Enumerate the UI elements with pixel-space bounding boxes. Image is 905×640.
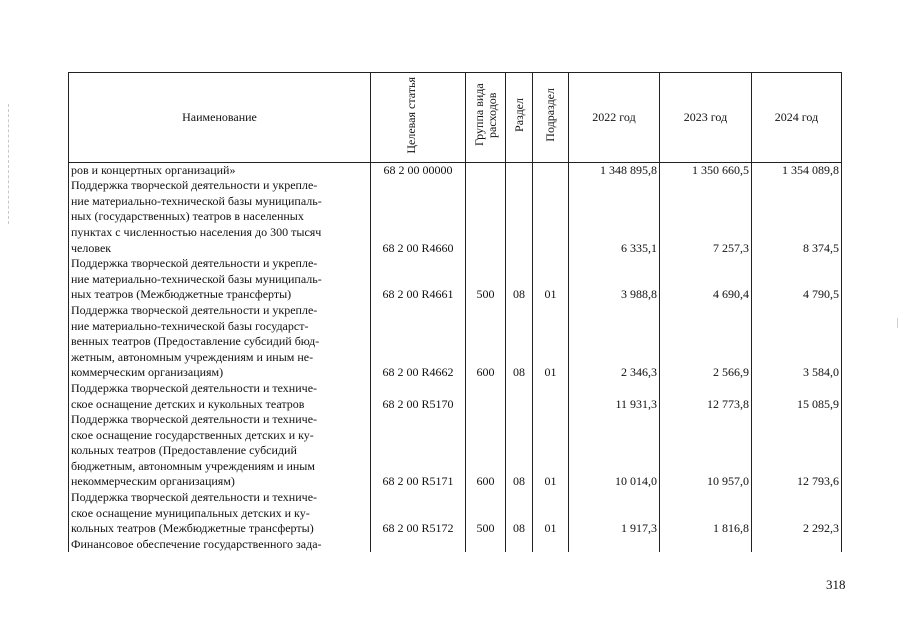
row-name-line: ние материально-технической базы муниципаль- (71, 193, 322, 208)
table-row (69, 381, 842, 412)
row-section: 08 (506, 490, 533, 537)
row-section (506, 381, 533, 412)
header-section-label: Раздел (511, 98, 526, 132)
row-name-line: пунктах с численностью населения до 300 тысяч (71, 224, 322, 239)
header-group (466, 73, 506, 163)
budget-table (68, 72, 842, 552)
header-target (371, 73, 466, 163)
row-subsection (533, 162, 569, 178)
row-section (506, 162, 533, 178)
row-value-2022: 1 917,3 (569, 490, 660, 537)
row-value-2022 (569, 537, 660, 553)
row-value-2024: 8 374,5 (752, 178, 842, 256)
row-name-line: кольных театров (Предоставление субсидий (71, 443, 297, 458)
row-group (466, 537, 506, 553)
row-value-2022: 6 335,1 (569, 178, 660, 256)
row-name (69, 381, 371, 412)
row-name-line: ние материально-технической базы государст- (71, 318, 309, 333)
row-name-line: ское оснащение детских и кукольных театров (71, 396, 305, 411)
row-value-2023: 1 350 660,5 (660, 162, 752, 178)
row-name-line: Поддержка творческой деятельности и укрепле- (71, 178, 318, 193)
row-target-code: 68 2 00 00000 (371, 162, 466, 178)
row-target-code: 68 2 00 R5170 (371, 381, 466, 412)
row-group (466, 381, 506, 412)
row-name-line: Поддержка творческой деятельности и техниче- (71, 412, 318, 427)
row-subsection (533, 178, 569, 256)
row-section: 08 (506, 303, 533, 381)
row-name (69, 178, 371, 256)
table-header-row (69, 73, 842, 163)
row-subsection (533, 381, 569, 412)
row-name-line: ных (государственных) театров в населенных (71, 209, 304, 224)
header-subsection-label: Подраздел (543, 88, 557, 142)
row-group: 500 (466, 490, 506, 537)
row-value-2024: 3 584,0 (752, 303, 842, 381)
row-name-line: Поддержка творческой деятельности и укрепле- (71, 256, 318, 271)
row-name-line: ров и концертных организаций» (71, 162, 236, 177)
row-value-2023: 4 690,4 (660, 256, 752, 303)
row-value-2024 (752, 537, 842, 553)
header-2022: 2022 год (569, 73, 660, 163)
row-name-line: Финансовое обеспечение государственного зада- (71, 536, 322, 551)
row-section: 08 (506, 412, 533, 490)
row-name (69, 537, 371, 553)
row-group: 600 (466, 412, 506, 490)
row-subsection (533, 537, 569, 553)
row-value-2024: 15 085,9 (752, 381, 842, 412)
row-name-line: ское оснащение государственных детских и ку- (71, 427, 314, 442)
row-value-2023: 10 957,0 (660, 412, 752, 490)
row-group (466, 162, 506, 178)
table-row (69, 178, 842, 256)
row-target-code: 68 2 00 R5171 (371, 412, 466, 490)
row-name (69, 303, 371, 381)
scan-edge-mark (897, 318, 899, 328)
table-row (69, 303, 842, 381)
row-subsection: 01 (533, 256, 569, 303)
row-name-line: Поддержка творческой деятельности и укрепле- (71, 302, 318, 317)
row-name-line: бюджетным, автономным учреждениям и иным (71, 458, 315, 473)
row-value-2022: 11 931,3 (569, 381, 660, 412)
row-name (69, 490, 371, 537)
row-subsection: 01 (533, 303, 569, 381)
row-value-2022: 10 014,0 (569, 412, 660, 490)
table-row (69, 412, 842, 490)
row-name-line: жетным, автономным учреждениям и иным не- (71, 349, 314, 364)
page-number: 318 (826, 577, 846, 592)
row-name (69, 256, 371, 303)
row-value-2024: 2 292,3 (752, 490, 842, 537)
header-target-label: Целевая статья (404, 76, 418, 154)
row-value-2022: 2 346,3 (569, 303, 660, 381)
table-row (69, 256, 842, 303)
row-group: 600 (466, 303, 506, 381)
table-body (69, 162, 842, 552)
row-value-2022: 3 988,8 (569, 256, 660, 303)
row-name-line: ных театров (Межбюджетные трансферты) (71, 287, 292, 302)
row-value-2023: 7 257,3 (660, 178, 752, 256)
row-name-line: ское оснащение муниципальных детских и ку- (71, 505, 310, 520)
row-name-line: ние материально-технической базы муниципаль- (71, 271, 322, 286)
header-2023: 2023 год (660, 73, 752, 163)
table-row (69, 162, 842, 178)
row-name-line: коммерческим организациям) (71, 365, 224, 380)
table-row (69, 537, 842, 553)
row-section: 08 (506, 256, 533, 303)
row-value-2023: 1 816,8 (660, 490, 752, 537)
row-value-2023 (660, 537, 752, 553)
row-value-2023: 12 773,8 (660, 381, 752, 412)
row-group (466, 178, 506, 256)
row-value-2023: 2 566,9 (660, 303, 752, 381)
row-name (69, 412, 371, 490)
row-name-line: человек (71, 240, 112, 255)
header-2024: 2024 год (752, 73, 842, 163)
header-group-label: Группа вида расходов (471, 83, 499, 147)
row-name (69, 162, 371, 178)
row-section (506, 537, 533, 553)
row-value-2022: 1 348 895,8 (569, 162, 660, 178)
row-target-code (371, 537, 466, 553)
row-value-2024: 1 354 089,8 (752, 162, 842, 178)
row-target-code: 68 2 00 R5172 (371, 490, 466, 537)
row-name-line: Поддержка творческой деятельности и техниче- (71, 380, 318, 395)
row-group: 500 (466, 256, 506, 303)
row-target-code: 68 2 00 R4662 (371, 303, 466, 381)
row-name-line: некоммерческим организациям) (71, 474, 235, 489)
row-target-code: 68 2 00 R4660 (371, 178, 466, 256)
row-target-code: 68 2 00 R4661 (371, 256, 466, 303)
header-name: Наименование (69, 73, 371, 163)
row-subsection: 01 (533, 412, 569, 490)
row-value-2024: 4 790,5 (752, 256, 842, 303)
header-section (506, 73, 533, 163)
row-name-line: венных театров (Предоставление субсидий бюд- (71, 334, 320, 349)
row-section (506, 178, 533, 256)
row-subsection: 01 (533, 490, 569, 537)
scan-edge-mark (8, 104, 10, 224)
row-value-2024: 12 793,6 (752, 412, 842, 490)
table-row (69, 490, 842, 537)
header-subsection (533, 73, 569, 163)
row-name-line: Поддержка творческой деятельности и техниче- (71, 490, 318, 505)
row-name-line: кольных театров (Межбюджетные трансферты) (71, 521, 314, 536)
